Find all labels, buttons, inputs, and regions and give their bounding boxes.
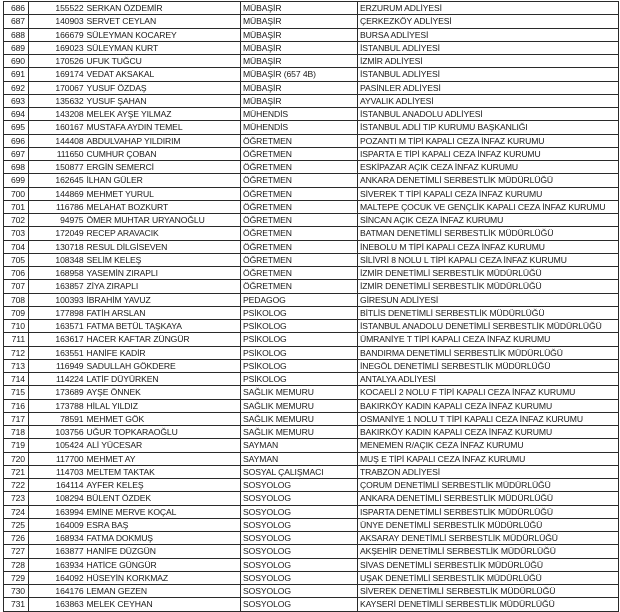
table-row <box>4 293 619 306</box>
job-title-cell: PSİKOLOG <box>241 373 358 386</box>
table-row <box>4 492 619 505</box>
job-title-cell: SAYMAN <box>241 452 358 465</box>
full-name-cell: HANİFE KADİR <box>85 346 241 359</box>
table-row <box>4 386 619 399</box>
registry-id-cell: 114703 <box>29 465 85 478</box>
registry-id-cell: 164092 <box>29 571 85 584</box>
full-name-cell: YASEMİN ZIRAPLI <box>85 267 241 280</box>
registry-id-cell: 103756 <box>29 426 85 439</box>
institution-cell: İZMİR ADLİYESİ <box>358 55 619 68</box>
full-name-cell: ERGİN SEMERCİ <box>85 161 241 174</box>
table-row <box>4 320 619 333</box>
full-name-cell: SELİM KELEŞ <box>85 253 241 266</box>
job-title-cell: SAĞLIK MEMURU <box>241 386 358 399</box>
institution-cell: OSMANİYE 1 NOLU T TİPİ KAPALI CEZA İNFAZ KURUMU <box>358 412 619 425</box>
job-title-cell: MÜBAŞİR <box>241 28 358 41</box>
job-title-cell: MÜBAŞİR (657 4B) <box>241 68 358 81</box>
institution-cell: ÜMRANİYE T TİPİ KAPALI CEZA İNFAZ KURUMU <box>358 333 619 346</box>
institution-cell: BATMAN DENETİMLİ SERBESTLİK MÜDÜRLÜĞÜ <box>358 227 619 240</box>
job-title-cell: SAĞLIK MEMURU <box>241 412 358 425</box>
row-number-cell: 708 <box>4 293 29 306</box>
registry-id-cell: 130718 <box>29 240 85 253</box>
registry-id-cell: 177898 <box>29 306 85 319</box>
row-number-cell: 695 <box>4 121 29 134</box>
row-number-cell: 707 <box>4 280 29 293</box>
full-name-cell: ABDULVAHAP YILDIRIM <box>85 134 241 147</box>
institution-cell: BAKIRKÖY KADIN KAPALI CEZA İNFAZ KURUMU <box>358 426 619 439</box>
full-name-cell: SÜLEYMAN KURT <box>85 41 241 54</box>
job-title-cell: ÖĞRETMEN <box>241 214 358 227</box>
table-row <box>4 465 619 478</box>
institution-cell: ANKARA DENETİMLİ SERBESTLİK MÜDÜRLÜĞÜ <box>358 174 619 187</box>
job-title-cell: SOSYOLOG <box>241 492 358 505</box>
job-title-cell: ÖĞRETMEN <box>241 227 358 240</box>
job-title-cell: ÖĞRETMEN <box>241 253 358 266</box>
row-number-cell: 730 <box>4 585 29 598</box>
institution-cell: POZANTI M TİPİ KAPALI CEZA İNFAZ KURUMU <box>358 134 619 147</box>
registry-id-cell: 135632 <box>29 94 85 107</box>
job-title-cell: SOSYOLOG <box>241 479 358 492</box>
row-number-cell: 721 <box>4 465 29 478</box>
row-number-cell: 720 <box>4 452 29 465</box>
registry-id-cell: 173788 <box>29 399 85 412</box>
registry-id-cell: 163571 <box>29 320 85 333</box>
institution-cell: AKSARAY DENETİMLİ SERBESTLİK MÜDÜRLÜĞÜ <box>358 532 619 545</box>
registry-id-cell: 108294 <box>29 492 85 505</box>
table-row <box>4 267 619 280</box>
table-row <box>4 505 619 518</box>
institution-cell: MALTEPE ÇOCUK VE GENÇLİK KAPALI CEZA İNFAZ KURUMU <box>358 200 619 213</box>
institution-cell: ISPARTA DENETİMLİ SERBESTLİK MÜDÜRLÜĞÜ <box>358 505 619 518</box>
institution-cell: SİVEREK T TİPİ KAPALI CEZA İNFAZ KURUMU <box>358 187 619 200</box>
full-name-cell: ESRA BAŞ <box>85 518 241 531</box>
job-title-cell: MÜHENDİS <box>241 121 358 134</box>
row-number-cell: 711 <box>4 333 29 346</box>
job-title-cell: SOSYOLOG <box>241 545 358 558</box>
registry-id-cell: 164114 <box>29 479 85 492</box>
institution-cell: İSTANBUL ANADOLU DENETİMLİ SERBESTLİK MÜDÜRLÜĞÜ <box>358 320 619 333</box>
job-title-cell: SAYMAN <box>241 439 358 452</box>
full-name-cell: UFUK TUĞCU <box>85 55 241 68</box>
table-row <box>4 439 619 452</box>
table-row <box>4 598 619 611</box>
institution-cell: PASİNLER ADLİYESİ <box>358 81 619 94</box>
table-row <box>4 81 619 94</box>
job-title-cell: SOSYOLOG <box>241 598 358 611</box>
row-number-cell: 693 <box>4 94 29 107</box>
institution-cell: GİRESUN ADLİYESİ <box>358 293 619 306</box>
full-name-cell: AYFER KELEŞ <box>85 479 241 492</box>
institution-cell: MUŞ E TİPİ KAPALI CEZA İNFAZ KURUMU <box>358 452 619 465</box>
job-title-cell: ÖĞRETMEN <box>241 280 358 293</box>
row-number-cell: 687 <box>4 15 29 28</box>
table-row <box>4 121 619 134</box>
institution-cell: İSTANBUL ADLİYESİ <box>358 41 619 54</box>
job-title-cell: ÖĞRETMEN <box>241 134 358 147</box>
institution-cell: MENEMEN R/AÇIK CEZA İNFAZ KURUMU <box>358 439 619 452</box>
table-row <box>4 479 619 492</box>
row-number-cell: 692 <box>4 81 29 94</box>
full-name-cell: FATİH ARSLAN <box>85 306 241 319</box>
row-number-cell: 700 <box>4 187 29 200</box>
registry-id-cell: 155522 <box>29 2 85 15</box>
table-row <box>4 108 619 121</box>
institution-cell: UŞAK DENETİMLİ SERBESTLİK MÜDÜRLÜĞÜ <box>358 571 619 584</box>
personnel-table-body <box>4 2 619 612</box>
registry-id-cell: 163863 <box>29 598 85 611</box>
table-row <box>4 518 619 531</box>
full-name-cell: UĞUR TOPKARAOĞLU <box>85 426 241 439</box>
table-row <box>4 333 619 346</box>
registry-id-cell: 163877 <box>29 545 85 558</box>
full-name-cell: MELEK CEYHAN <box>85 598 241 611</box>
row-number-cell: 697 <box>4 147 29 160</box>
institution-cell: İNEGÖL DENETİMLİ SERBESTLİK MÜDÜRLÜĞÜ <box>358 359 619 372</box>
institution-cell: İZMİR DENETİMLİ SERBESTLİK MÜDÜRLÜĞÜ <box>358 280 619 293</box>
full-name-cell: SADULLAH GÖKDERE <box>85 359 241 372</box>
job-title-cell: ÖĞRETMEN <box>241 147 358 160</box>
row-number-cell: 704 <box>4 240 29 253</box>
registry-id-cell: 117700 <box>29 452 85 465</box>
institution-cell: BİTLİS DENETİMLİ SERBESTLİK MÜDÜRLÜĞÜ <box>358 306 619 319</box>
row-number-cell: 715 <box>4 386 29 399</box>
registry-id-cell: 144408 <box>29 134 85 147</box>
row-number-cell: 719 <box>4 439 29 452</box>
full-name-cell: YUSUF ŞAHAN <box>85 94 241 107</box>
full-name-cell: FATMA DOKMUŞ <box>85 532 241 545</box>
full-name-cell: ALİ YÜCESAR <box>85 439 241 452</box>
registry-id-cell: 166679 <box>29 28 85 41</box>
registry-id-cell: 108348 <box>29 253 85 266</box>
row-number-cell: 702 <box>4 214 29 227</box>
table-row <box>4 134 619 147</box>
full-name-cell: SÜLEYMAN KOCAREY <box>85 28 241 41</box>
table-row <box>4 571 619 584</box>
full-name-cell: AYŞE ÖNNEK <box>85 386 241 399</box>
institution-cell: İSTANBUL ADLİYESİ <box>358 68 619 81</box>
job-title-cell: MÜBAŞİR <box>241 2 358 15</box>
registry-id-cell: 94975 <box>29 214 85 227</box>
job-title-cell: SAĞLIK MEMURU <box>241 399 358 412</box>
table-row <box>4 15 619 28</box>
registry-id-cell: 164176 <box>29 585 85 598</box>
table-row <box>4 359 619 372</box>
full-name-cell: EMİNE MERVE KOÇAL <box>85 505 241 518</box>
job-title-cell: PSİKOLOG <box>241 320 358 333</box>
job-title-cell: SAĞLIK MEMURU <box>241 426 358 439</box>
institution-cell: İSTANBUL ADLİ TIP KURUMU BAŞKANLIĞI <box>358 121 619 134</box>
job-title-cell: MÜBAŞİR <box>241 94 358 107</box>
registry-id-cell: 162645 <box>29 174 85 187</box>
table-row <box>4 558 619 571</box>
row-number-cell: 691 <box>4 68 29 81</box>
row-number-cell: 713 <box>4 359 29 372</box>
table-row <box>4 280 619 293</box>
institution-cell: İSTANBUL ANADOLU ADLİYESİ <box>358 108 619 121</box>
job-title-cell: ÖĞRETMEN <box>241 187 358 200</box>
table-row <box>4 412 619 425</box>
table-row <box>4 28 619 41</box>
full-name-cell: İBRAHİM YAVUZ <box>85 293 241 306</box>
row-number-cell: 709 <box>4 306 29 319</box>
institution-cell: ANTALYA ADLİYESİ <box>358 373 619 386</box>
registry-id-cell: 78591 <box>29 412 85 425</box>
table-row <box>4 452 619 465</box>
full-name-cell: MEHMET GÖK <box>85 412 241 425</box>
job-title-cell: SOSYOLOG <box>241 571 358 584</box>
table-row <box>4 187 619 200</box>
institution-cell: ESKİPAZAR AÇIK CEZA İNFAZ KURUMU <box>358 161 619 174</box>
job-title-cell: ÖĞRETMEN <box>241 174 358 187</box>
job-title-cell: ÖĞRETMEN <box>241 240 358 253</box>
table-row <box>4 2 619 15</box>
job-title-cell: PSİKOLOG <box>241 359 358 372</box>
job-title-cell: MÜBAŞİR <box>241 55 358 68</box>
table-row <box>4 227 619 240</box>
full-name-cell: LEMAN GEZEN <box>85 585 241 598</box>
registry-id-cell: 150877 <box>29 161 85 174</box>
table-row <box>4 346 619 359</box>
institution-cell: İNEBOLU M TİPİ KAPALI CEZA İNFAZ KURUMU <box>358 240 619 253</box>
job-title-cell: MÜBAŞİR <box>241 41 358 54</box>
institution-cell: KAYSERİ DENETİMLİ SERBESTLİK MÜDÜRLÜĞÜ <box>358 598 619 611</box>
row-number-cell: 716 <box>4 399 29 412</box>
row-number-cell: 688 <box>4 28 29 41</box>
row-number-cell: 690 <box>4 55 29 68</box>
registry-id-cell: 163551 <box>29 346 85 359</box>
full-name-cell: HİLAL YILDIZ <box>85 399 241 412</box>
table-row <box>4 161 619 174</box>
institution-cell: ANKARA DENETİMLİ SERBESTLİK MÜDÜRLÜĞÜ <box>358 492 619 505</box>
registry-id-cell: 163857 <box>29 280 85 293</box>
registry-id-cell: 170526 <box>29 55 85 68</box>
row-number-cell: 725 <box>4 518 29 531</box>
institution-cell: İZMİR DENETİMLİ SERBESTLİK MÜDÜRLÜĞÜ <box>358 267 619 280</box>
registry-id-cell: 169023 <box>29 41 85 54</box>
job-title-cell: ÖĞRETMEN <box>241 161 358 174</box>
registry-id-cell: 173689 <box>29 386 85 399</box>
full-name-cell: MELEK AYŞE YILMAZ <box>85 108 241 121</box>
institution-cell: KOCAELİ 2 NOLU F TİPİ KAPALI CEZA İNFAZ KURUMU <box>358 386 619 399</box>
registry-id-cell: 114224 <box>29 373 85 386</box>
table-row <box>4 240 619 253</box>
institution-cell: TRABZON ADLİYESİ <box>358 465 619 478</box>
row-number-cell: 696 <box>4 134 29 147</box>
registry-id-cell: 116949 <box>29 359 85 372</box>
institution-cell: SİVAS DENETİMLİ SERBESTLİK MÜDÜRLÜĞÜ <box>358 558 619 571</box>
full-name-cell: RECEP ARAVACIK <box>85 227 241 240</box>
full-name-cell: FATMA BETÜL TAŞKAYA <box>85 320 241 333</box>
job-title-cell: MÜBAŞİR <box>241 15 358 28</box>
registry-id-cell: 163617 <box>29 333 85 346</box>
row-number-cell: 703 <box>4 227 29 240</box>
row-number-cell: 706 <box>4 267 29 280</box>
registry-id-cell: 143208 <box>29 108 85 121</box>
full-name-cell: HANİFE DÜZGÜN <box>85 545 241 558</box>
row-number-cell: 727 <box>4 545 29 558</box>
job-title-cell: ÖĞRETMEN <box>241 267 358 280</box>
job-title-cell: ÖĞRETMEN <box>241 200 358 213</box>
table-row <box>4 55 619 68</box>
job-title-cell: SOSYOLOG <box>241 505 358 518</box>
registry-id-cell: 163994 <box>29 505 85 518</box>
table-row <box>4 545 619 558</box>
registry-id-cell: 168934 <box>29 532 85 545</box>
table-row <box>4 585 619 598</box>
full-name-cell: MELTEM TAKTAK <box>85 465 241 478</box>
registry-id-cell: 168958 <box>29 267 85 280</box>
registry-id-cell: 172049 <box>29 227 85 240</box>
institution-cell: SİVEREK DENETİMLİ SERBESTLİK MÜDÜRLÜĞÜ <box>358 585 619 598</box>
institution-cell: AKŞEHİR DENETİMLİ SERBESTLİK MÜDÜRLÜĞÜ <box>358 545 619 558</box>
table-row <box>4 532 619 545</box>
registry-id-cell: 105424 <box>29 439 85 452</box>
row-number-cell: 705 <box>4 253 29 266</box>
registry-id-cell: 116786 <box>29 200 85 213</box>
table-row <box>4 94 619 107</box>
row-number-cell: 698 <box>4 161 29 174</box>
row-number-cell: 729 <box>4 571 29 584</box>
institution-cell: BANDIRMA DENETİMLİ SERBESTLİK MÜDÜRLÜĞÜ <box>358 346 619 359</box>
table-row <box>4 41 619 54</box>
registry-id-cell: 160167 <box>29 121 85 134</box>
row-number-cell: 714 <box>4 373 29 386</box>
registry-id-cell: 169174 <box>29 68 85 81</box>
registry-id-cell: 170067 <box>29 81 85 94</box>
row-number-cell: 726 <box>4 532 29 545</box>
job-title-cell: SOSYOLOG <box>241 532 358 545</box>
job-title-cell: PEDAGOG <box>241 293 358 306</box>
institution-cell: SİNCAN AÇIK CEZA İNFAZ KURUMU <box>358 214 619 227</box>
full-name-cell: ÖMER MUHTAR URYANOĞLU <box>85 214 241 227</box>
table-row <box>4 174 619 187</box>
registry-id-cell: 164009 <box>29 518 85 531</box>
job-title-cell: PSİKOLOG <box>241 333 358 346</box>
table-row <box>4 426 619 439</box>
row-number-cell: 701 <box>4 200 29 213</box>
full-name-cell: YUSUF ÖZDAŞ <box>85 81 241 94</box>
institution-cell: ERZURUM ADLİYESİ <box>358 2 619 15</box>
job-title-cell: MÜHENDİS <box>241 108 358 121</box>
job-title-cell: SOSYOLOG <box>241 558 358 571</box>
institution-cell: AYVALIK ADLİYESİ <box>358 94 619 107</box>
registry-id-cell: 163934 <box>29 558 85 571</box>
table-row <box>4 214 619 227</box>
job-title-cell: MÜBAŞİR <box>241 81 358 94</box>
table-row <box>4 147 619 160</box>
job-title-cell: SOSYOLOG <box>241 585 358 598</box>
table-row <box>4 68 619 81</box>
row-number-cell: 686 <box>4 2 29 15</box>
full-name-cell: MEHMET YURUL <box>85 187 241 200</box>
table-row <box>4 200 619 213</box>
row-number-cell: 689 <box>4 41 29 54</box>
full-name-cell: MELAHAT BOZKURT <box>85 200 241 213</box>
full-name-cell: ZİYA ZIRAPLI <box>85 280 241 293</box>
institution-cell: ISPARTA E TİPİ KAPALI CEZA İNFAZ KURUMU <box>358 147 619 160</box>
row-number-cell: 717 <box>4 412 29 425</box>
row-number-cell: 710 <box>4 320 29 333</box>
institution-cell: BAKIRKÖY KADIN KAPALI CEZA İNFAZ KURUMU <box>358 399 619 412</box>
full-name-cell: İLHAN GÜLER <box>85 174 241 187</box>
row-number-cell: 724 <box>4 505 29 518</box>
job-title-cell: SOSYAL ÇALIŞMACI <box>241 465 358 478</box>
table-row <box>4 253 619 266</box>
table-row <box>4 373 619 386</box>
row-number-cell: 718 <box>4 426 29 439</box>
full-name-cell: CUMHUR ÇOBAN <box>85 147 241 160</box>
job-title-cell: SOSYOLOG <box>241 518 358 531</box>
job-title-cell: PSİKOLOG <box>241 346 358 359</box>
row-number-cell: 723 <box>4 492 29 505</box>
full-name-cell: BÜLENT ÖZDEK <box>85 492 241 505</box>
full-name-cell: VEDAT AKSAKAL <box>85 68 241 81</box>
registry-id-cell: 140903 <box>29 15 85 28</box>
full-name-cell: HATİCE GÜNGÜR <box>85 558 241 571</box>
job-title-cell: PSİKOLOG <box>241 306 358 319</box>
institution-cell: ÇORUM DENETİMLİ SERBESTLİK MÜDÜRLÜĞÜ <box>358 479 619 492</box>
full-name-cell: SERVET CEYLAN <box>85 15 241 28</box>
institution-cell: SİLİVRİ 8 NOLU L TİPİ KAPALI CEZA İNFAZ KURUMU <box>358 253 619 266</box>
row-number-cell: 731 <box>4 598 29 611</box>
registry-id-cell: 144869 <box>29 187 85 200</box>
institution-cell: ÇERKEZKÖY ADLİYESİ <box>358 15 619 28</box>
table-row <box>4 306 619 319</box>
row-number-cell: 728 <box>4 558 29 571</box>
row-number-cell: 722 <box>4 479 29 492</box>
row-number-cell: 699 <box>4 174 29 187</box>
institution-cell: BURSA ADLİYESİ <box>358 28 619 41</box>
institution-cell: ÜNYE DENETİMLİ SERBESTLİK MÜDÜRLÜĞÜ <box>358 518 619 531</box>
row-number-cell: 694 <box>4 108 29 121</box>
full-name-cell: LATİF DÜYÜRKEN <box>85 373 241 386</box>
full-name-cell: SERKAN ÖZDEMİR <box>85 2 241 15</box>
registry-id-cell: 111650 <box>29 147 85 160</box>
full-name-cell: HÜSEYİN KORKMAZ <box>85 571 241 584</box>
full-name-cell: MEHMET AY <box>85 452 241 465</box>
personnel-table <box>3 1 619 612</box>
full-name-cell: HACER KAFTAR ZÜNGÜR <box>85 333 241 346</box>
full-name-cell: RESUL DİLGİSEVEN <box>85 240 241 253</box>
table-row <box>4 399 619 412</box>
full-name-cell: MUSTAFA AYDIN TEMEL <box>85 121 241 134</box>
row-number-cell: 712 <box>4 346 29 359</box>
registry-id-cell: 100393 <box>29 293 85 306</box>
